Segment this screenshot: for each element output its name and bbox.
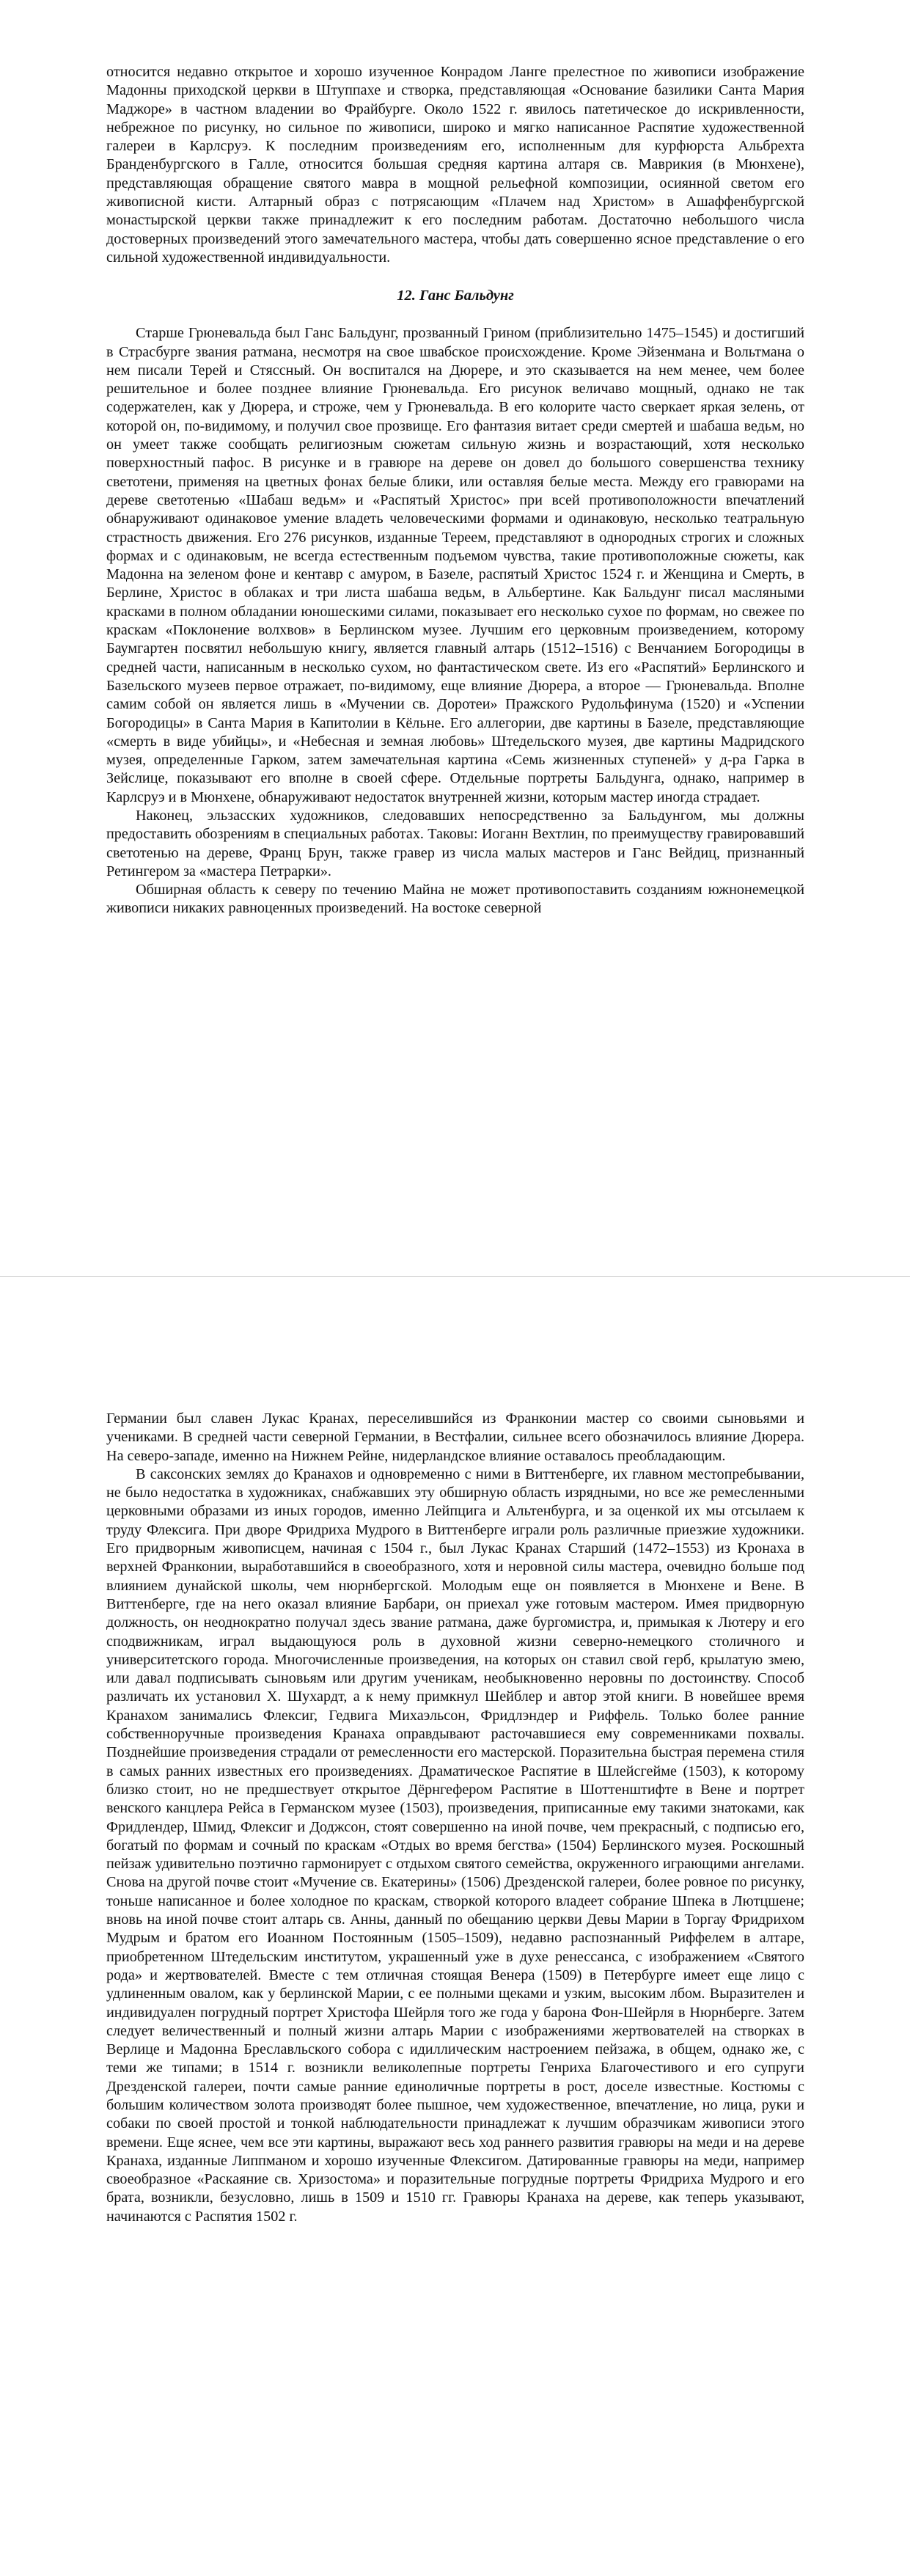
- paragraph-continuation: относится недавно открытое и хорошо изученное Конрадом Ланге прелестное по живописи изображение Мадонны приходской церкви в Штуппахе и створка, представляющая «Основание базилики Санта Мария Маджоре» в частном владении во Фрайбурге. Около 1522 г. явилось патетическое до искривленности, небрежное по рисунку, но сильное по живописи, широко и мягко написанное Распятие художественной галереи в Карлсруэ. К последним произведениям его, исполненным для курфюрста Альбрехта Бранденбургского в Галле, относится большая средняя картина алтаря св. Маврикия (в Мюнхене), представляющая обращение святого мавра в мощной рельефной композиции, осиянной светом его живописной кисти. Алтарный образ с потрясающим «Плачем над Христом» в Ашаффенбургской монастырской церкви также принадлежит к его последним работам. Достаточно небольшого числа достоверных произведений этого замечательного мастера, чтобы дать совершенно ясное представление о его сильной художественной индивидуальности.: [106, 64, 804, 266]
- paragraph-baldung-intro: Старше Грюневальда был Ганс Бальдунг, прозванный Грином (приблизительно 1475–1545) и достигший в Страсбурге звания ратмана, несмотря на свое швабское происхождение. Кроме Эйзенмана и Вольтмана о нем писали Терей и Стясcный. Он воспитался на Дюрере, и это сказывается на нем менее, чем более решительное и более позднее влияние Грюневальда. Его рисунок величаво мощный, однако не так содержателен, как у Дюрера, и строже, чем у Грюневальда. В его колорите часто сверкает яркая зелень, от которой он, по-видимому, и получил свое прозвище. Его фантазия витает среди смертей и шабаша ведьм, но он умеет также сообщать религиозным сюжетам сильную жизнь и возрастающий, хотя несколько поверхностный пафос. В рисунке и в гравюре на дереве он довел до большого совершенства технику светотени, применяя на цветных фонах белые блики, или оставляя белые места. Между его гравюрами на дереве светотенью «Шабаш ведьм» и «Распятый Христос» при всей противоположности впечатлений обнаруживают одинаковое умение владеть человеческими формами и одинаковую, несколько театральную страстность движения. Его 276 рисунков, изданные Тереем, представляют в однородных строгих и сложных формах и с одинаковым, не всегда естественным подъемом чувства, такие противоположные сюжеты, как Мадонна на зеленом фоне и кентавр с амуром, в Базеле, распятый Христос 1524 г. и Женщина и Смерть, в Берлине, Христос в облаках и три листа шабаша ведьм, в Альбертине. Как Бальдунг писал масляными красками в полном обладании юношескими силами, показывает его несколько сухое по формам, но свежее по краскам «Поклонение волхвов» в Берлинском музее. Лучшим его церковным произведением, которому Баумгартен посвятил небольшую книгу, является главный алтарь (1512–1516) с Венчанием Богородицы в средней части, написанным в несколько сухом, но фантастическом свете. Из его «Распятий» Берлинского и Базельского музеев первое отражает, по-видимому, еще влияние Дюрера, а второе — Грюневальда. Вполне самим собой он является лишь в «Мучении св. Доротеи» Пражского Рудольфинума (1520) и «Успении Богородицы» в Санта Мария в Капитолии в Кёльне. Его аллегории, две картины в Базеле, представляющие «смерть в виде убийцы», и «Небесная и земная любовь» Штедельского музея, две картины Мадридского музея, определенные Гарком, затем замечательная картина «Семь жизненных ступеней» у д-ра Гарка в Зейслице, показывают его вполне в своей сфере. Отдельные портреты Бальдунга, однако, например в Карлсруэ и в Мюнхене, обнаруживают недостаток внутренней жизни, которым мастер иногда страдает.: [106, 325, 804, 805]
- paragraph-main-region: Обширная область к северу по течению Майна не может противопоставить созданиям южнонемецкой живописи никаких равноценных произведений. На востоке северной: [106, 882, 804, 917]
- page-divider: [0, 1276, 910, 1301]
- chapter-heading: 12. Ганс Бальдунг: [397, 288, 514, 304]
- page-1-text: [106, 63, 804, 918]
- paragraph-alsatian-artists: Наконец, эльзасских художников, следовавших непосредственно за Бальдунгом, мы должны предоставить обозрениям в специальных работах. Таковы: Иоганн Вехтлин, по преимуществу гравировавший светотенью на дереве, Франц Брун, также гравер из числа малых мастеров и Ганс Вейдиц, признанный Ретингером за «мастера Петрарки».: [106, 807, 804, 879]
- paragraph-cranach-intro: Германии был славен Лукас Кранах, переселившийся из Франконии мастер со своими сыновьями и учениками. В средней части северной Германии, в Вестфалии, сильнее всего обозначилось влияние Дюрера. На северо-западе, именно на Нижнем Рейне, нидерландское влияние оставалось преобладающим.: [106, 1410, 804, 1464]
- page-2: [0, 1300, 910, 2576]
- page-1: [0, 0, 910, 1276]
- page-2-text: [106, 1410, 804, 2226]
- paragraph-saxon-lands: В саксонских землях до Кранахов и одновременно с ними в Виттенберге, их главном местопребывании, не было недостатка в художниках, снабжавших эту обширную область изрядными, но все же ремесленными церковными образами из иных городов, именно Лейпцига и Альтенбурга, и за оценкой их мы отсылаем к труду Флексига. При дворе Фридриха Мудрого в Виттенберге играли роль различные приезжие художники. Его придворным живописцем, начиная с 1504 г., был Лукас Кранах Старший (1472–1553) из Кронаха в верхней Франконии, выработавшийся в своеобразного, хотя и неровной силы мастера, очевидно больше под влиянием дунайской школы, чем нюрнбергской. Молодым еще он появляется в Мюнхене и Вене. В Виттенберге, где на него оказал влияние Барбари, он приехал уже готовым мастером. Имея придворную должность, он неоднократно получал здесь звание ратмана, даже бургомистра, и, примыкая к Лютеру и его сподвижникам, играл выдающуюся роль в духовной жизни северно-немецкого столичного и университетского города. Многочисленные произведения, на которых он ставил свой герб, крылатую змею, или давал подписывать сыновьям или другим ученикам, необыкновенно неровны по достоинству. Способ различать их установил Х. Шухардт, а к нему примкнул Шейблер и автор этой книги. В новейшее время Кранахом занимались Флексиг, Гедвига Михаэльсон, Фридлэндер и Риффель. Только более ранние собственноручные произведения Кранаха оправдывают расточавшиеся ему современниками похвалы. Позднейшие произведения страдали от ремесленности его мастерской. Поразительна быстрая перемена стиля в самых ранних известных его произведениях. Драматическое Распятие в Шлейсгейме (1503), к которому близко стоит, но не предшествует открытое Дёрнгефером Распятие в Шоттенштифте в Вене и портрет венского канцлера Рейса в Германском музее (1503), произведения, приписанные ему такими знатоками, как Фридлендер, Шмид, Флексиг и Доджсон, стоят совершенно на иной почве, чем прекрасный, с подписью его, богатый по формам и сочный по краскам «Отдых во время бегства» (1504) Берлинского музея. Роскошный пейзаж удивительно поэтично гармонирует с отдыхом святого семейства, окруженного играющими ангелами. Снова на другой почве стоит «Мучение св. Екатерины» (1506) Дрезденской галереи, более ровное по рисунку, тоньше написанное и более холодное по краскам, створкой которого владеет собрание Шпека в Лютцшене; вновь на иной почве стоит алтарь св. Анны, данный по обещанию церкви Девы Марии в Торгау Фридрихом Мудрым и братом его Иоанном Постоянным (1505–1509), недавно распознанный Риффелем в алтаре, приобретенном Штедельским институтом, украшенный уже в духе ренессанса, с изображением «Святого рода» и жертвователей. Вместе с тем отличная стоящая Венера (1509) в Петербурге имеет еще лицо с удлиненным овалом, как у берлинской Марии, с ее полными щеками и узким, высоким лбом. Выразителен и индивидуален погрудный портрет Христофа Шейрля того же года у барона Фон-Шейрля в Нюрнберге. Затем следует величественный и полный жизни алтарь Марии с изображениями жертвователей на створках в Верлице и Мадонна Бреславльского собора с идиллическим настроением пейзажа, в общем, однако же, с теми же типами; в 1514 г. возникли великолепные портреты Генриха Благочестивого и его супруги Дрезденской галереи, почти самые ранние единоличные портреты в рост, доселе известные. Костюмы с большим количеством золота производят более пышное, чем художественное, впечатление, но лица, руки и собаки по своей простой и тонкой наблюдательности принадлежат к лучшим образчикам живописи этого времени. Еще яснее, чем все эти картины, выражают весь ход раннего развития гравюры на меди и на дереве Кранаха, изданные Липпманом и хорошо изученные Флексигом. Датированные гравюры на меди, например своеобразное «Раскаяние св. Хризостома» и поразительные погрудные портреты Фридриха Мудрого и его брата, возникли, безусловно, лишь в 1509 и 1510 гг. Гравюры Кранаха на дереве, как теперь указывают, начинаются с Распятия 1502 г.: [106, 1466, 804, 2225]
